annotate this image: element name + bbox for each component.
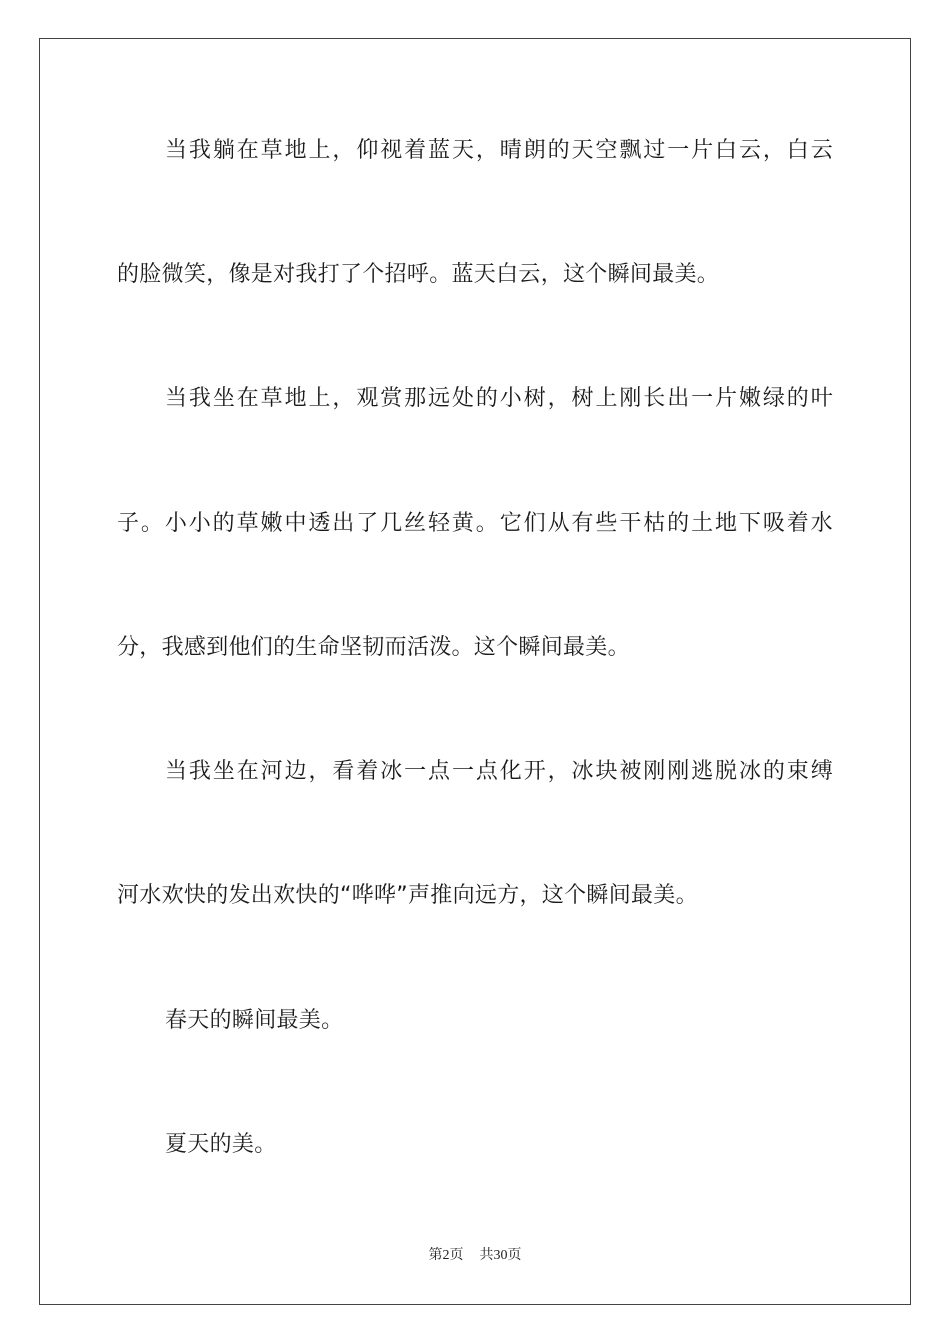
page-footer — [0, 1247, 950, 1265]
paragraph-2-line-2: 子。小小的草嫩中透出了几丝轻黄。它们从有些干枯的土地下吸着水 — [117, 511, 833, 536]
paragraph-4-line-1: 春天的瞬间最美。 — [165, 1008, 344, 1033]
paragraph-5-line-1: 夏天的美。 — [165, 1132, 277, 1157]
paragraph-1-line-2: 的脸微笑，像是对我打了个招呼。蓝天白云，这个瞬间最美。 — [117, 262, 720, 287]
page-border — [39, 38, 911, 1305]
page-number: 第2页 — [428, 1248, 464, 1263]
paragraph-2-line-1: 当我坐在草地上，观赏那远处的小树，树上刚长出一片嫩绿的叶 — [165, 386, 833, 411]
paragraph-1-line-1: 当我躺在草地上，仰视着蓝天，晴朗的天空飘过一片白云，白云 — [165, 138, 833, 163]
paragraph-2-line-3: 分，我感到他们的生命坚韧而活泼。这个瞬间最美。 — [117, 635, 630, 660]
paragraph-3-line-1: 当我坐在河边，看着冰一点一点化开，冰块被刚刚逃脱冰的束缚 — [165, 759, 833, 784]
page-total: 共30页 — [479, 1248, 522, 1263]
paragraph-3-line-2: 河水欢快的发出欢快的“哗哗”声推向远方，这个瞬间最美。 — [117, 883, 698, 908]
